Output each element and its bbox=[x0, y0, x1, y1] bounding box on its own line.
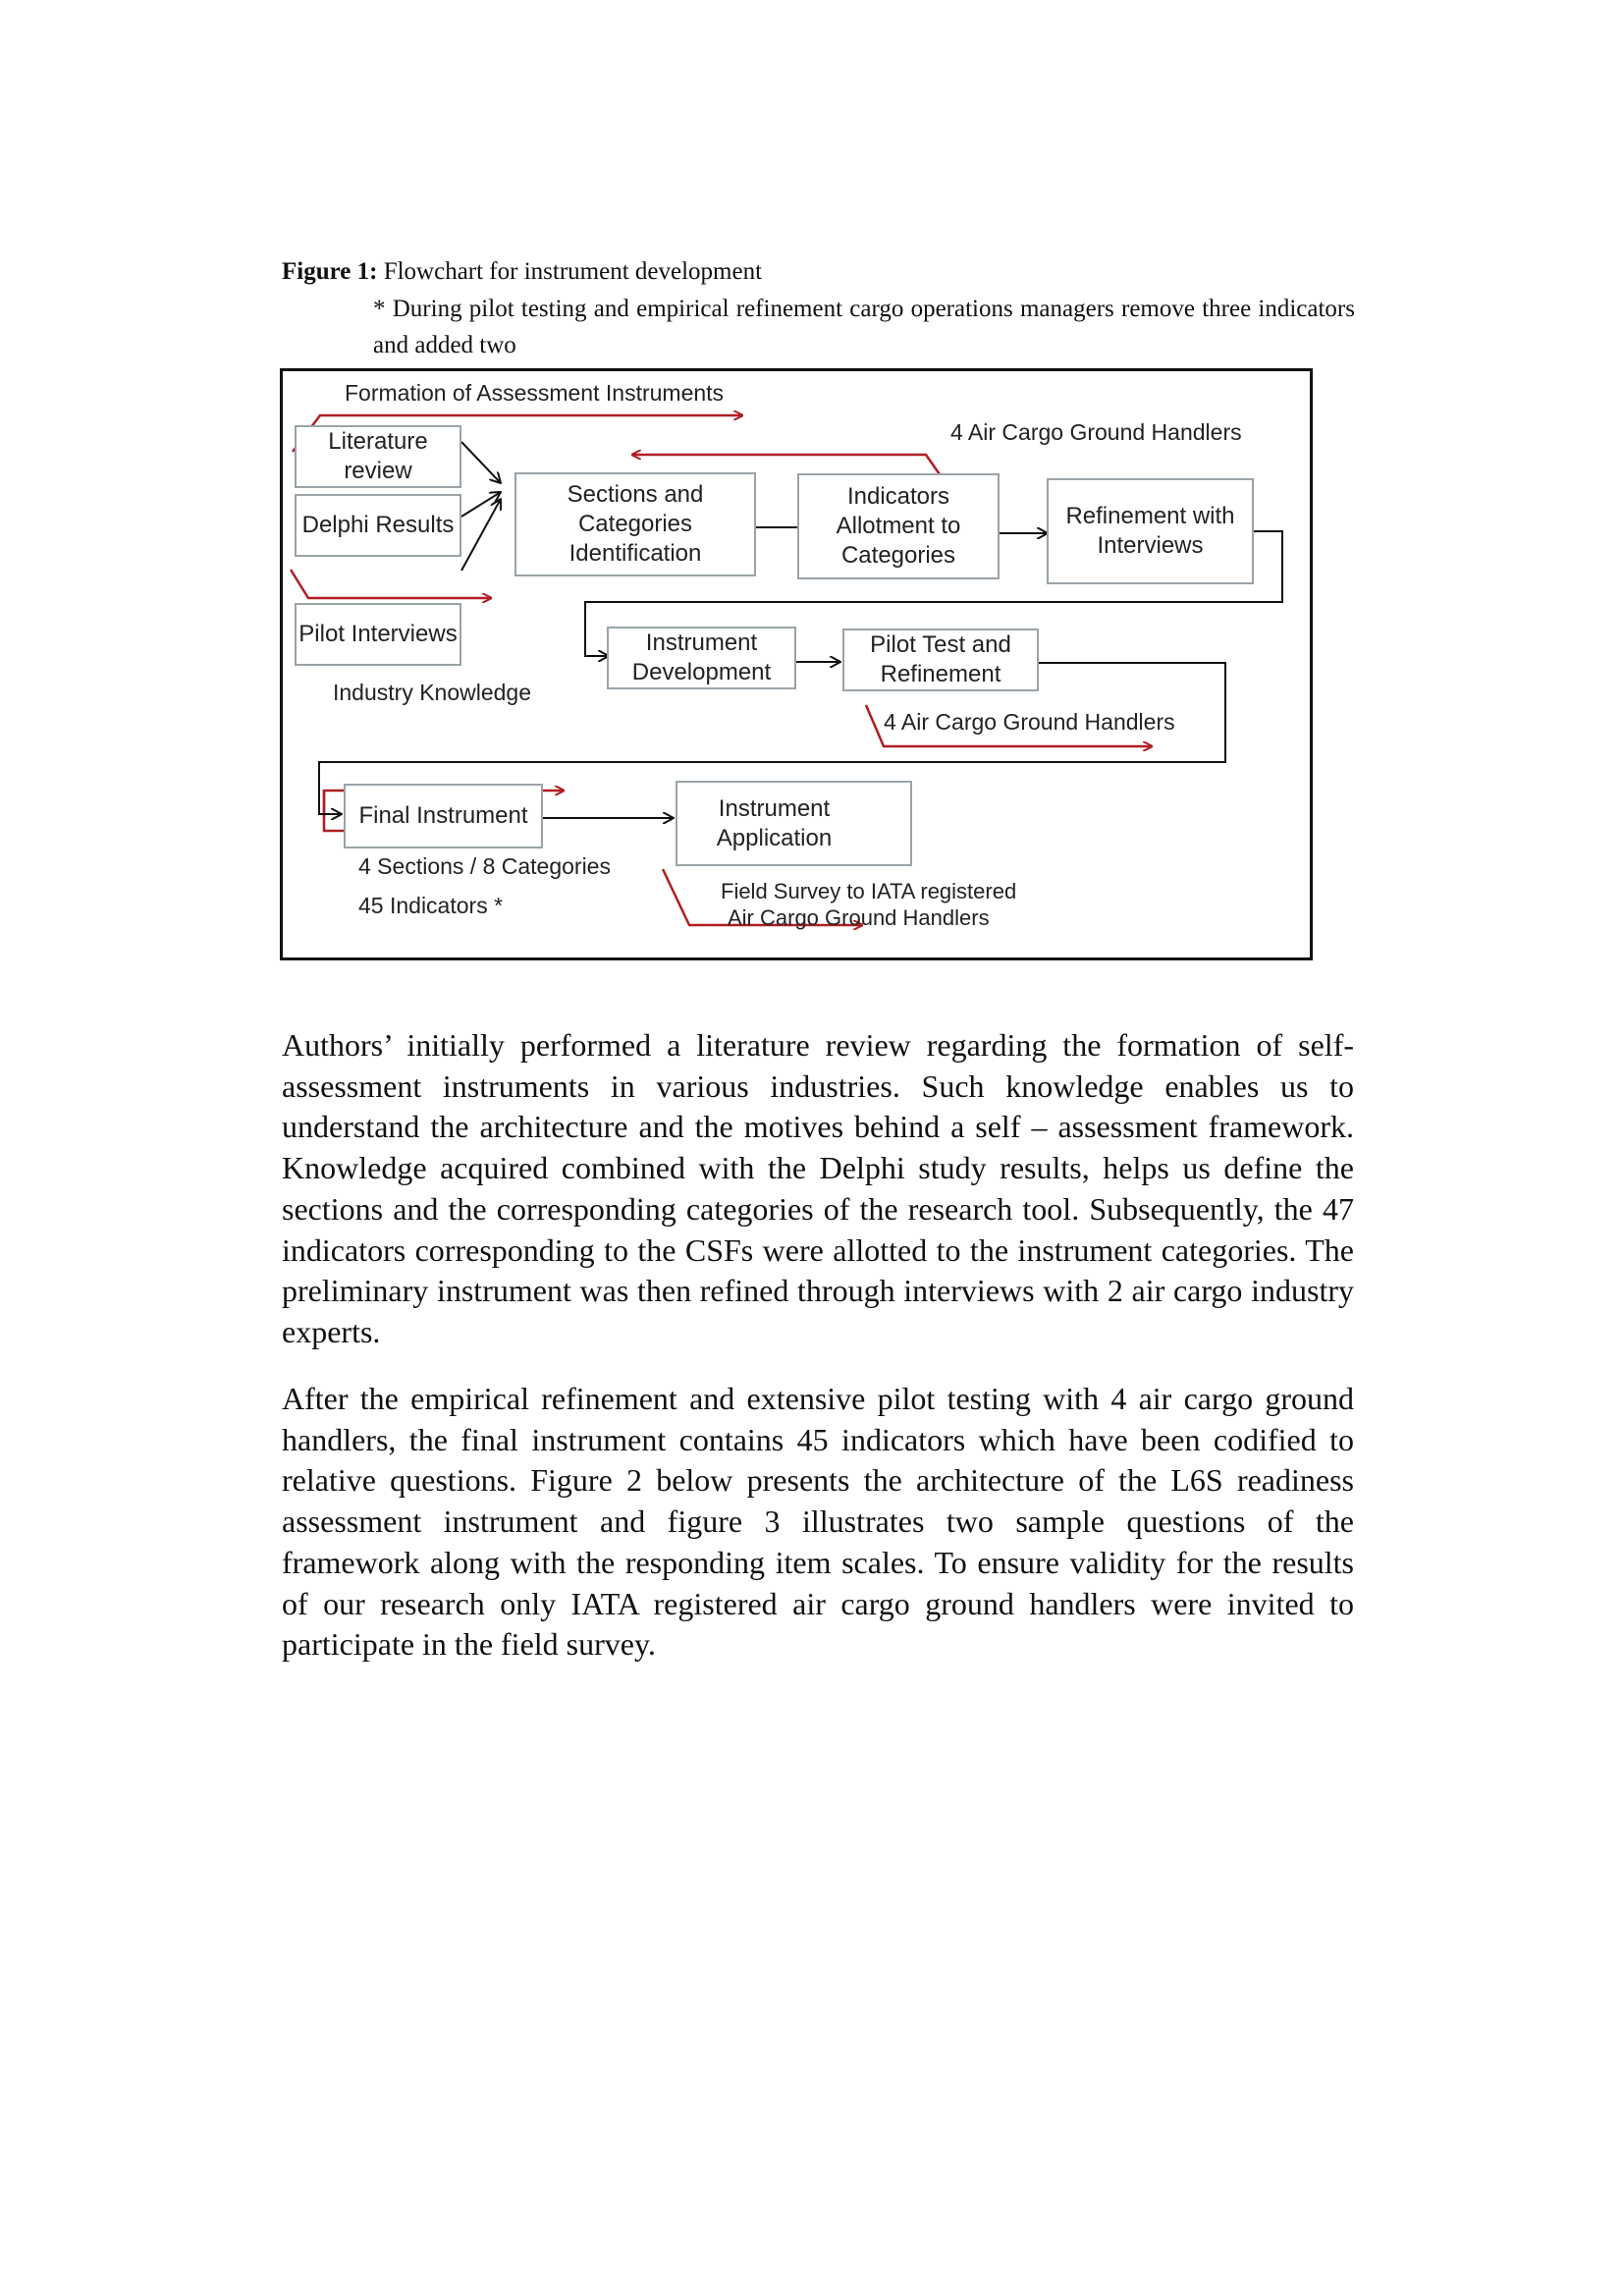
flowchart bbox=[280, 368, 1313, 960]
figure-caption bbox=[282, 253, 1362, 291]
pilot-interviews-box: Pilot Interviews bbox=[295, 603, 461, 666]
handlers-top-label: 4 Air Cargo Ground Handlers bbox=[950, 419, 1242, 445]
body-paragraph-2: After the empirical refinement and extensive pilot testing with 4 air cargo ground handlers, the final instrument contains 45 indicators which have been codified to relative questions. Figure 2 below presents the architecture of the L6S readiness assessment instrument and figure 3 illustrates two sample questions of the framework along with the responding item scales. To ensure validity for the results of our research only IATA registered air cargo ground handlers were invited to participate in the field survey. bbox=[282, 1381, 1354, 1663]
final-instrument-box: Final Instrument bbox=[344, 784, 543, 848]
instrument-application-box: Instrument Application bbox=[676, 781, 912, 866]
body-paragraph-1: Authors’ initially performed a literature review regarding the formation of self-assessment instruments in various industries. Such knowledge enables us to understand the architecture and the motives behind a self – assessment framework. Knowledge acquired combined with the Delphi study results, helps us define the sections and the corresponding categories of the research tool. Subsequently, the 47 indicators corresponding to the CSFs were allotted to the instrument categories. The preliminary instrument was then refined through interviews with 2 air cargo industry experts. bbox=[282, 1027, 1354, 1349]
indicators-count: 45 Indicators * bbox=[358, 893, 504, 918]
refinement-interviews-box: Refinement with Interviews bbox=[1047, 478, 1254, 584]
figure-title: Flowchart for instrument development bbox=[383, 258, 763, 285]
sections-categories-box: Sections and Categories Identification bbox=[514, 472, 756, 576]
formation-label: Formation of Assessment Instruments bbox=[345, 380, 725, 406]
industry-knowledge-label: Industry Knowledge bbox=[333, 680, 532, 705]
handlers-mid-label: 4 Air Cargo Ground Handlers bbox=[884, 709, 1175, 735]
field-survey-line2: Air Cargo Ground Handlers bbox=[728, 905, 990, 930]
instrument-development-box: Instrument Development bbox=[607, 627, 796, 689]
sections-categories-count: 4 Sections / 8 Categories bbox=[358, 853, 611, 879]
delphi-results-box: Delphi Results bbox=[295, 494, 461, 557]
figure-note: * During pilot testing and empirical refinement cargo operations managers remove three indicators and added two bbox=[373, 296, 1355, 358]
field-survey-line1: Field Survey to IATA registered bbox=[721, 879, 1017, 903]
figure-label: Figure 1: bbox=[282, 258, 378, 285]
indicators-allotment-box: Indicators Allotment to Categories bbox=[797, 473, 1000, 579]
pilot-test-box: Pilot Test and Refinement bbox=[842, 629, 1039, 691]
literature-review-box: Literature review bbox=[295, 425, 461, 488]
